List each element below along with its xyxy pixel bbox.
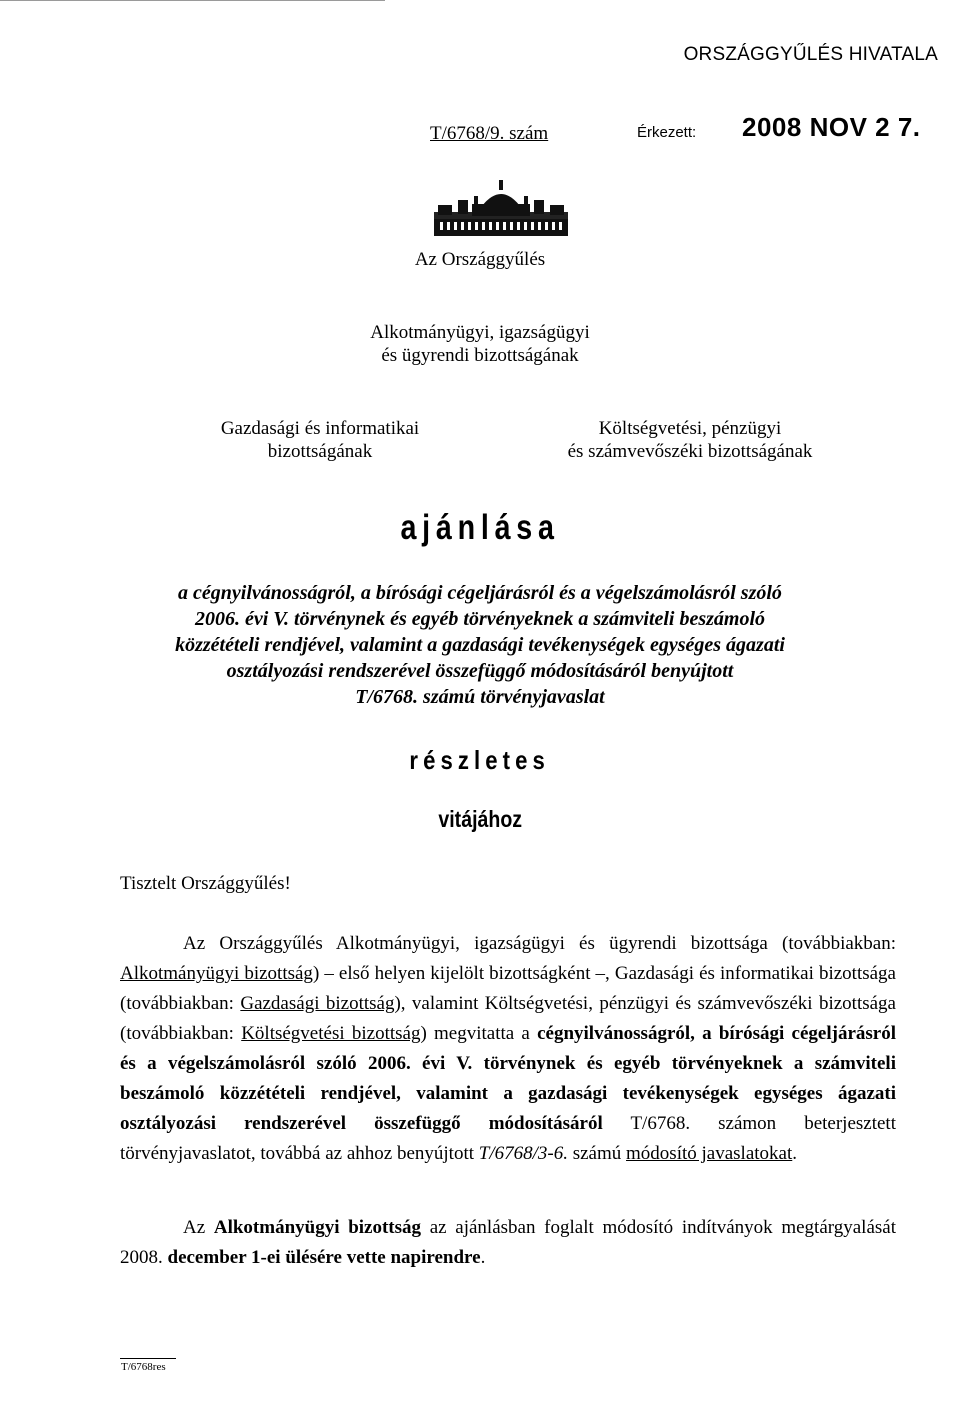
footer-rule <box>120 1358 176 1359</box>
committee-name-bold: Alkotmányügyi bizottság <box>213 1217 422 1238</box>
text: Az Országgyűlés Alkotmányügyi, igazságügyi és ügyrendi bizottsága (továbbiakban: <box>183 933 896 954</box>
subject-line: 2006. évi V. törvénynek és egyéb törvényeknek a számviteli beszámoló <box>194 608 766 630</box>
subject-line: T/6768. számú törvényjavaslat <box>355 686 605 708</box>
budget-committee-abbrev: Költségvetési bizottság <box>241 1023 421 1044</box>
subject-line: osztályozási rendszerével összefüggő módosításáról benyújtott <box>226 660 734 682</box>
text: számú <box>567 1143 627 1164</box>
text: ) megvitatta a <box>420 1023 538 1044</box>
economic-committee-line-2: bizottságának <box>267 441 373 462</box>
subject-line: a cégnyilvánosságról, a bírósági cégeljárásról és a végelszámolásról szóló <box>178 582 782 604</box>
economic-committee-abbrev: Gazdasági bizottság <box>240 993 395 1014</box>
subject-block <box>120 580 840 710</box>
vitajahoz-heading-wrap <box>0 806 960 833</box>
text: ), valamint Költségvetési, pénzügyi és számvevőszéki bizottsága (továbbiakban: <box>120 993 896 1044</box>
committee-line-1: Alkotmányügyi, igazságügyi <box>370 322 590 343</box>
economic-committee-line-1: Gazdasági és informatikai <box>220 418 420 439</box>
top-rule <box>0 0 385 1</box>
parliament-building-icon <box>434 178 568 236</box>
paragraph-2 <box>120 1213 896 1273</box>
text: ) – első helyen kijelölt bizottságként –, Gazdasági és informatikai bizottsága (továbbiakban: <box>120 963 896 1014</box>
text: T/6768. számon beterjesztett törvényjavaslatot, továbbá az ahhoz benyújtott <box>120 1113 896 1164</box>
budget-committee-line-2: és számvevőszéki bizottságának <box>567 441 813 462</box>
reszletes-heading: részletes <box>409 745 551 775</box>
text: az ajánlásban foglalt módosító indítványok megtárgyalását 2008. <box>120 1217 896 1268</box>
committee-line-2: és ügyrendi bizottságának <box>381 345 579 366</box>
document-number: T/6768/9. szám <box>430 123 549 144</box>
paragraph-1 <box>120 929 896 1169</box>
amendment-numbers: T/6768/3-6. <box>478 1143 568 1164</box>
ajanlasa-heading-wrap <box>0 508 960 548</box>
office-stamp-title: ORSZÁGGYŰLÉS HIVATALA <box>683 44 938 65</box>
budget-committee-line-1: Költségvetési, pénzügyi <box>598 418 782 439</box>
footer-code: T/6768res <box>121 1361 166 1373</box>
constitutional-committee-abbrev: Alkotmányügyi bizottság <box>120 963 313 984</box>
vitajahoz-heading: vitájához <box>438 806 522 832</box>
reszletes-heading-wrap <box>0 745 960 776</box>
meeting-date-bold: december 1-ei ülésére vette napirendre <box>167 1247 481 1268</box>
text: . <box>480 1247 486 1268</box>
ajanlasa-heading: ajánlása <box>400 508 560 547</box>
parliament-heading: Az Országgyűlés <box>414 249 546 270</box>
text: . <box>792 1143 798 1164</box>
amendments-link-text: módosító javaslatokat <box>626 1143 793 1164</box>
subject-line: közzétételi rendjével, valamint a gazdasági tevékenységek egységes ágazati <box>175 634 785 656</box>
received-date-stamp: 2008 NOV 2 7. <box>742 112 921 142</box>
text: Az <box>183 1217 214 1238</box>
received-label: Érkezett: <box>637 124 697 141</box>
salutation: Tisztelt Országgyűlés! <box>120 873 291 894</box>
bill-title-bold: cégnyilvánosságról, a bírósági cégeljárásról és a végelszámolásról szóló 2006. évi V. törvénynek és egyéb törvényeknek a számviteli beszámoló közzétételi rendjével, valamint a gazdasági tevékenységek egységes ágazati osztályozási rendszerével összefüggő módosításáról <box>120 1023 896 1134</box>
